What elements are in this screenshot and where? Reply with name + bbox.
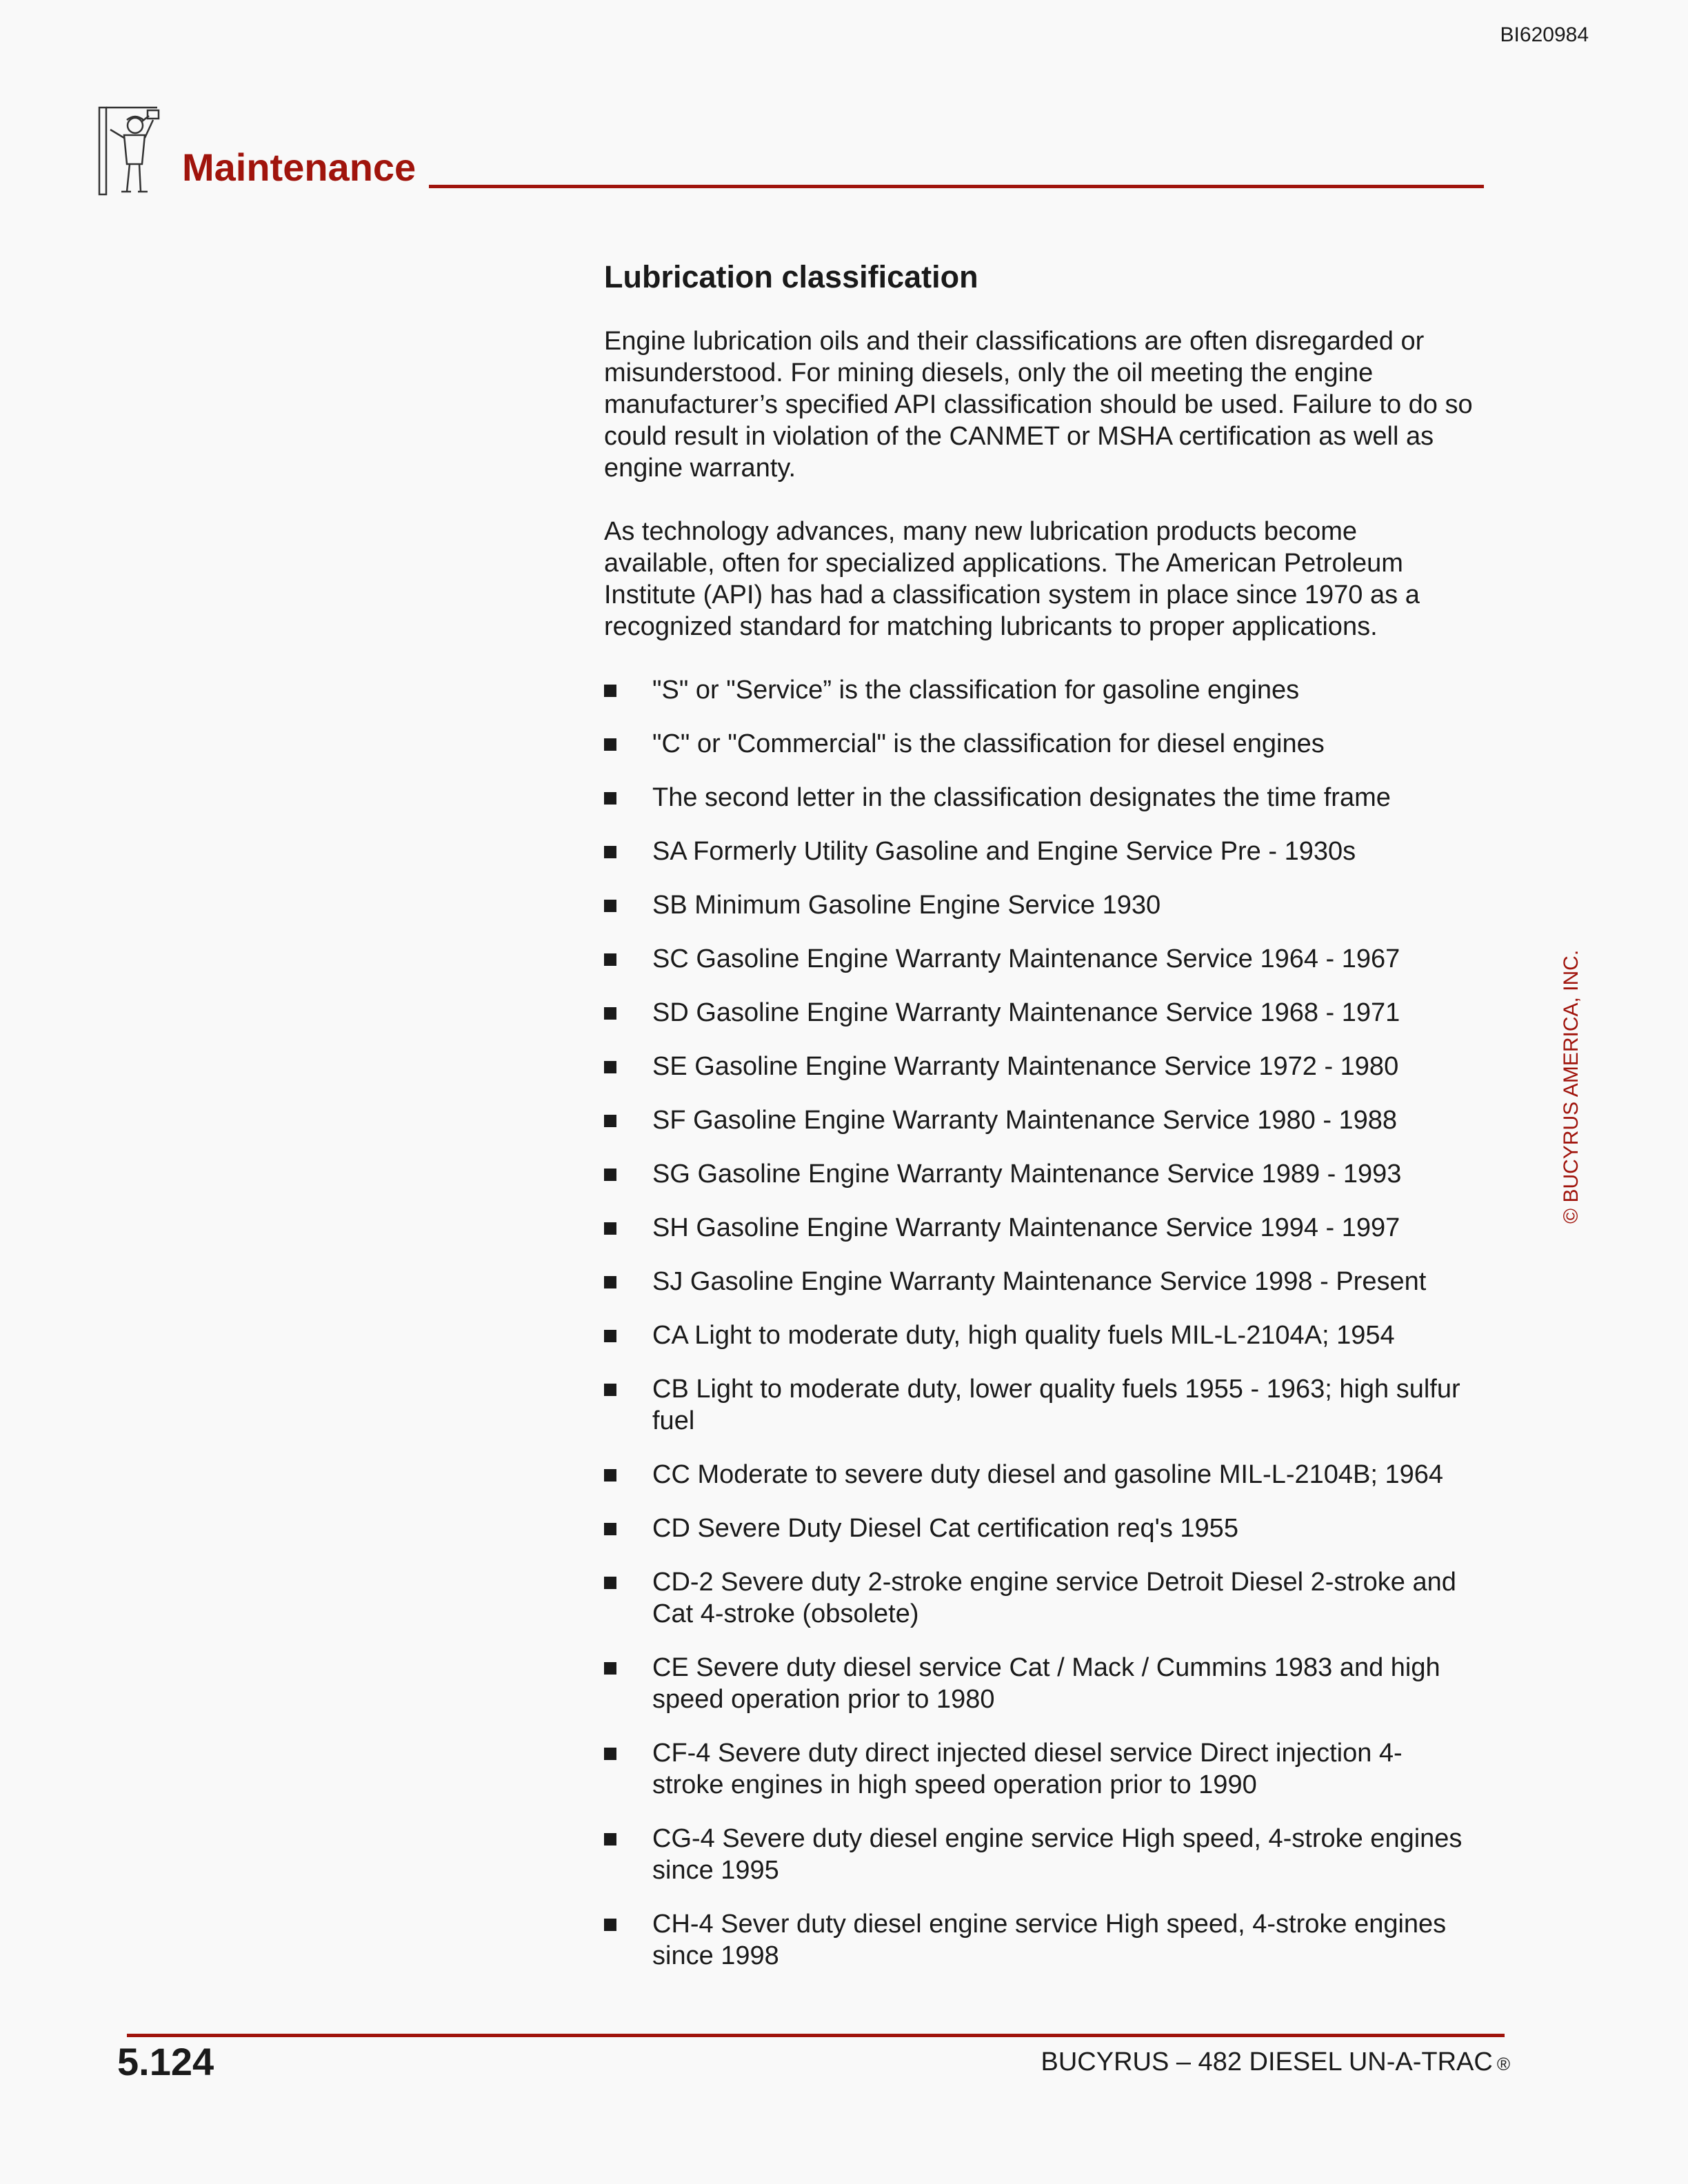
list-item (604, 1513, 1473, 1544)
mechanic-figure-icon (97, 105, 163, 199)
bullet-square-icon (604, 1577, 616, 1589)
bullet-square-icon (604, 1169, 616, 1181)
list-item (604, 1737, 1473, 1801)
bullet-square-icon (604, 1523, 616, 1535)
bullet-square-icon (604, 1384, 616, 1396)
list-item-text: SF Gasoline Engine Warranty Maintenance Service 1980 - 1988 (652, 1106, 1398, 1135)
list-item (604, 1212, 1473, 1244)
list-item-text: CB Light to moderate duty, lower quality fuels 1955 - 1963; high sulfur fuel (652, 1375, 1460, 1435)
bullet-square-icon (604, 1007, 616, 1020)
bullet-square-icon (604, 846, 616, 858)
title-rule (429, 185, 1484, 188)
list-item-text: SJ Gasoline Engine Warranty Maintenance Service 1998 - Present (652, 1267, 1427, 1296)
list-item-text: SE Gasoline Engine Warranty Maintenance Service 1972 - 1980 (652, 1052, 1399, 1081)
list-item (604, 997, 1473, 1029)
classification-list (604, 674, 1473, 1972)
footer-rule (127, 2034, 1505, 2037)
bullet-square-icon (604, 1748, 616, 1760)
list-item-text: CC Moderate to severe duty diesel and gasoline MIL-L-2104B; 1964 (652, 1460, 1444, 1489)
bullet-square-icon (604, 1330, 616, 1342)
list-item (604, 836, 1473, 867)
list-item (604, 674, 1473, 706)
list-item-text: CE Severe duty diesel service Cat / Mack / Cummins 1983 and high speed operation prior to 1980 (652, 1653, 1440, 1714)
bullet-square-icon (604, 1061, 616, 1073)
list-item (604, 1320, 1473, 1351)
list-item (604, 728, 1473, 760)
list-item-text: "S" or "Service” is the classification for gasoline engines (652, 676, 1300, 705)
list-item-text: CA Light to moderate duty, high quality fuels MIL-L-2104A; 1954 (652, 1321, 1395, 1350)
list-item (604, 782, 1473, 813)
list-item (604, 1158, 1473, 1190)
bullet-square-icon (604, 900, 616, 912)
intro-paragraph: Engine lubrication oils and their classifications are often disregarded or misunderstood. For mining diesels, only the oil meeting the engine manufacturer’s specified API classification should be used. Failure to do so could result in violation of the CANMET or MSHA certification as well as engine warranty. (604, 327, 1473, 483)
copyright-notice: © BUCYRUS AMERICA, INC. (1560, 949, 1582, 1224)
list-item-text: CD-2 Severe duty 2-stroke engine service Detroit Diesel 2-stroke and Cat 4-stroke (obsolete) (652, 1568, 1456, 1628)
list-item (604, 1823, 1473, 1886)
main-content (604, 259, 1473, 1994)
bullet-square-icon (604, 1919, 616, 1931)
page-number: 5.124 (117, 2040, 214, 2083)
bullet-square-icon (604, 1833, 616, 1846)
footer-product-name: BUCYRUS – 482 DIESEL UN-A-TRAC (1041, 2048, 1493, 2076)
list-item-text: CH-4 Sever duty diesel engine service High speed, 4-stroke engines since 1998 (652, 1910, 1447, 1970)
bullet-square-icon (604, 792, 616, 805)
page-heading: Lubrication classification (604, 259, 978, 294)
list-item-text: The second letter in the classification designates the time frame (652, 783, 1391, 812)
bullet-square-icon (604, 1222, 616, 1235)
list-item (604, 889, 1473, 921)
registered-mark: ® (1496, 2054, 1510, 2074)
list-item (604, 1266, 1473, 1297)
bullet-square-icon (604, 1115, 616, 1127)
list-item-text: SH Gasoline Engine Warranty Maintenance Service 1994 - 1997 (652, 1213, 1400, 1242)
api-paragraph: As technology advances, many new lubrication products become available, often for specialized applications. The American Petroleum Institute (API) has had a classification system in place since 1970 as a recognized standard for matching lubricants to proper applications. (604, 517, 1420, 641)
list-item (604, 1373, 1473, 1437)
section-title: Maintenance (182, 145, 416, 189)
list-item-text: SG Gasoline Engine Warranty Maintenance Service 1989 - 1993 (652, 1160, 1402, 1189)
doc-id: BI620984 (1500, 23, 1589, 46)
bullet-square-icon (604, 1276, 616, 1288)
bullet-square-icon (604, 1469, 616, 1482)
list-item (604, 943, 1473, 975)
footer-product (1041, 2048, 1511, 2077)
bullet-square-icon (604, 1662, 616, 1675)
list-item-text: SB Minimum Gasoline Engine Service 1930 (652, 891, 1161, 920)
list-item (604, 1104, 1473, 1136)
list-item (604, 1566, 1473, 1630)
list-item-text: SA Formerly Utility Gasoline and Engine Service Pre - 1930s (652, 837, 1356, 866)
bullet-square-icon (604, 738, 616, 751)
list-item-text: CD Severe Duty Diesel Cat certification req's 1955 (652, 1514, 1238, 1543)
list-item-text: CF-4 Severe duty direct injected diesel service Direct injection 4-stroke engines in high speed operation prior to 1990 (652, 1739, 1403, 1799)
list-item-text: SD Gasoline Engine Warranty Maintenance Service 1968 - 1971 (652, 998, 1400, 1027)
list-item (604, 1459, 1473, 1490)
list-item-text: "C" or "Commercial" is the classification for diesel engines (652, 729, 1325, 758)
bullet-square-icon (604, 953, 616, 966)
list-item (604, 1908, 1473, 1972)
bullet-square-icon (604, 685, 616, 697)
list-item-text: SC Gasoline Engine Warranty Maintenance Service 1964 - 1967 (652, 944, 1400, 973)
list-item (604, 1652, 1473, 1715)
list-item-text: CG-4 Severe duty diesel engine service High speed, 4-stroke engines since 1995 (652, 1824, 1463, 1885)
list-item (604, 1051, 1473, 1082)
